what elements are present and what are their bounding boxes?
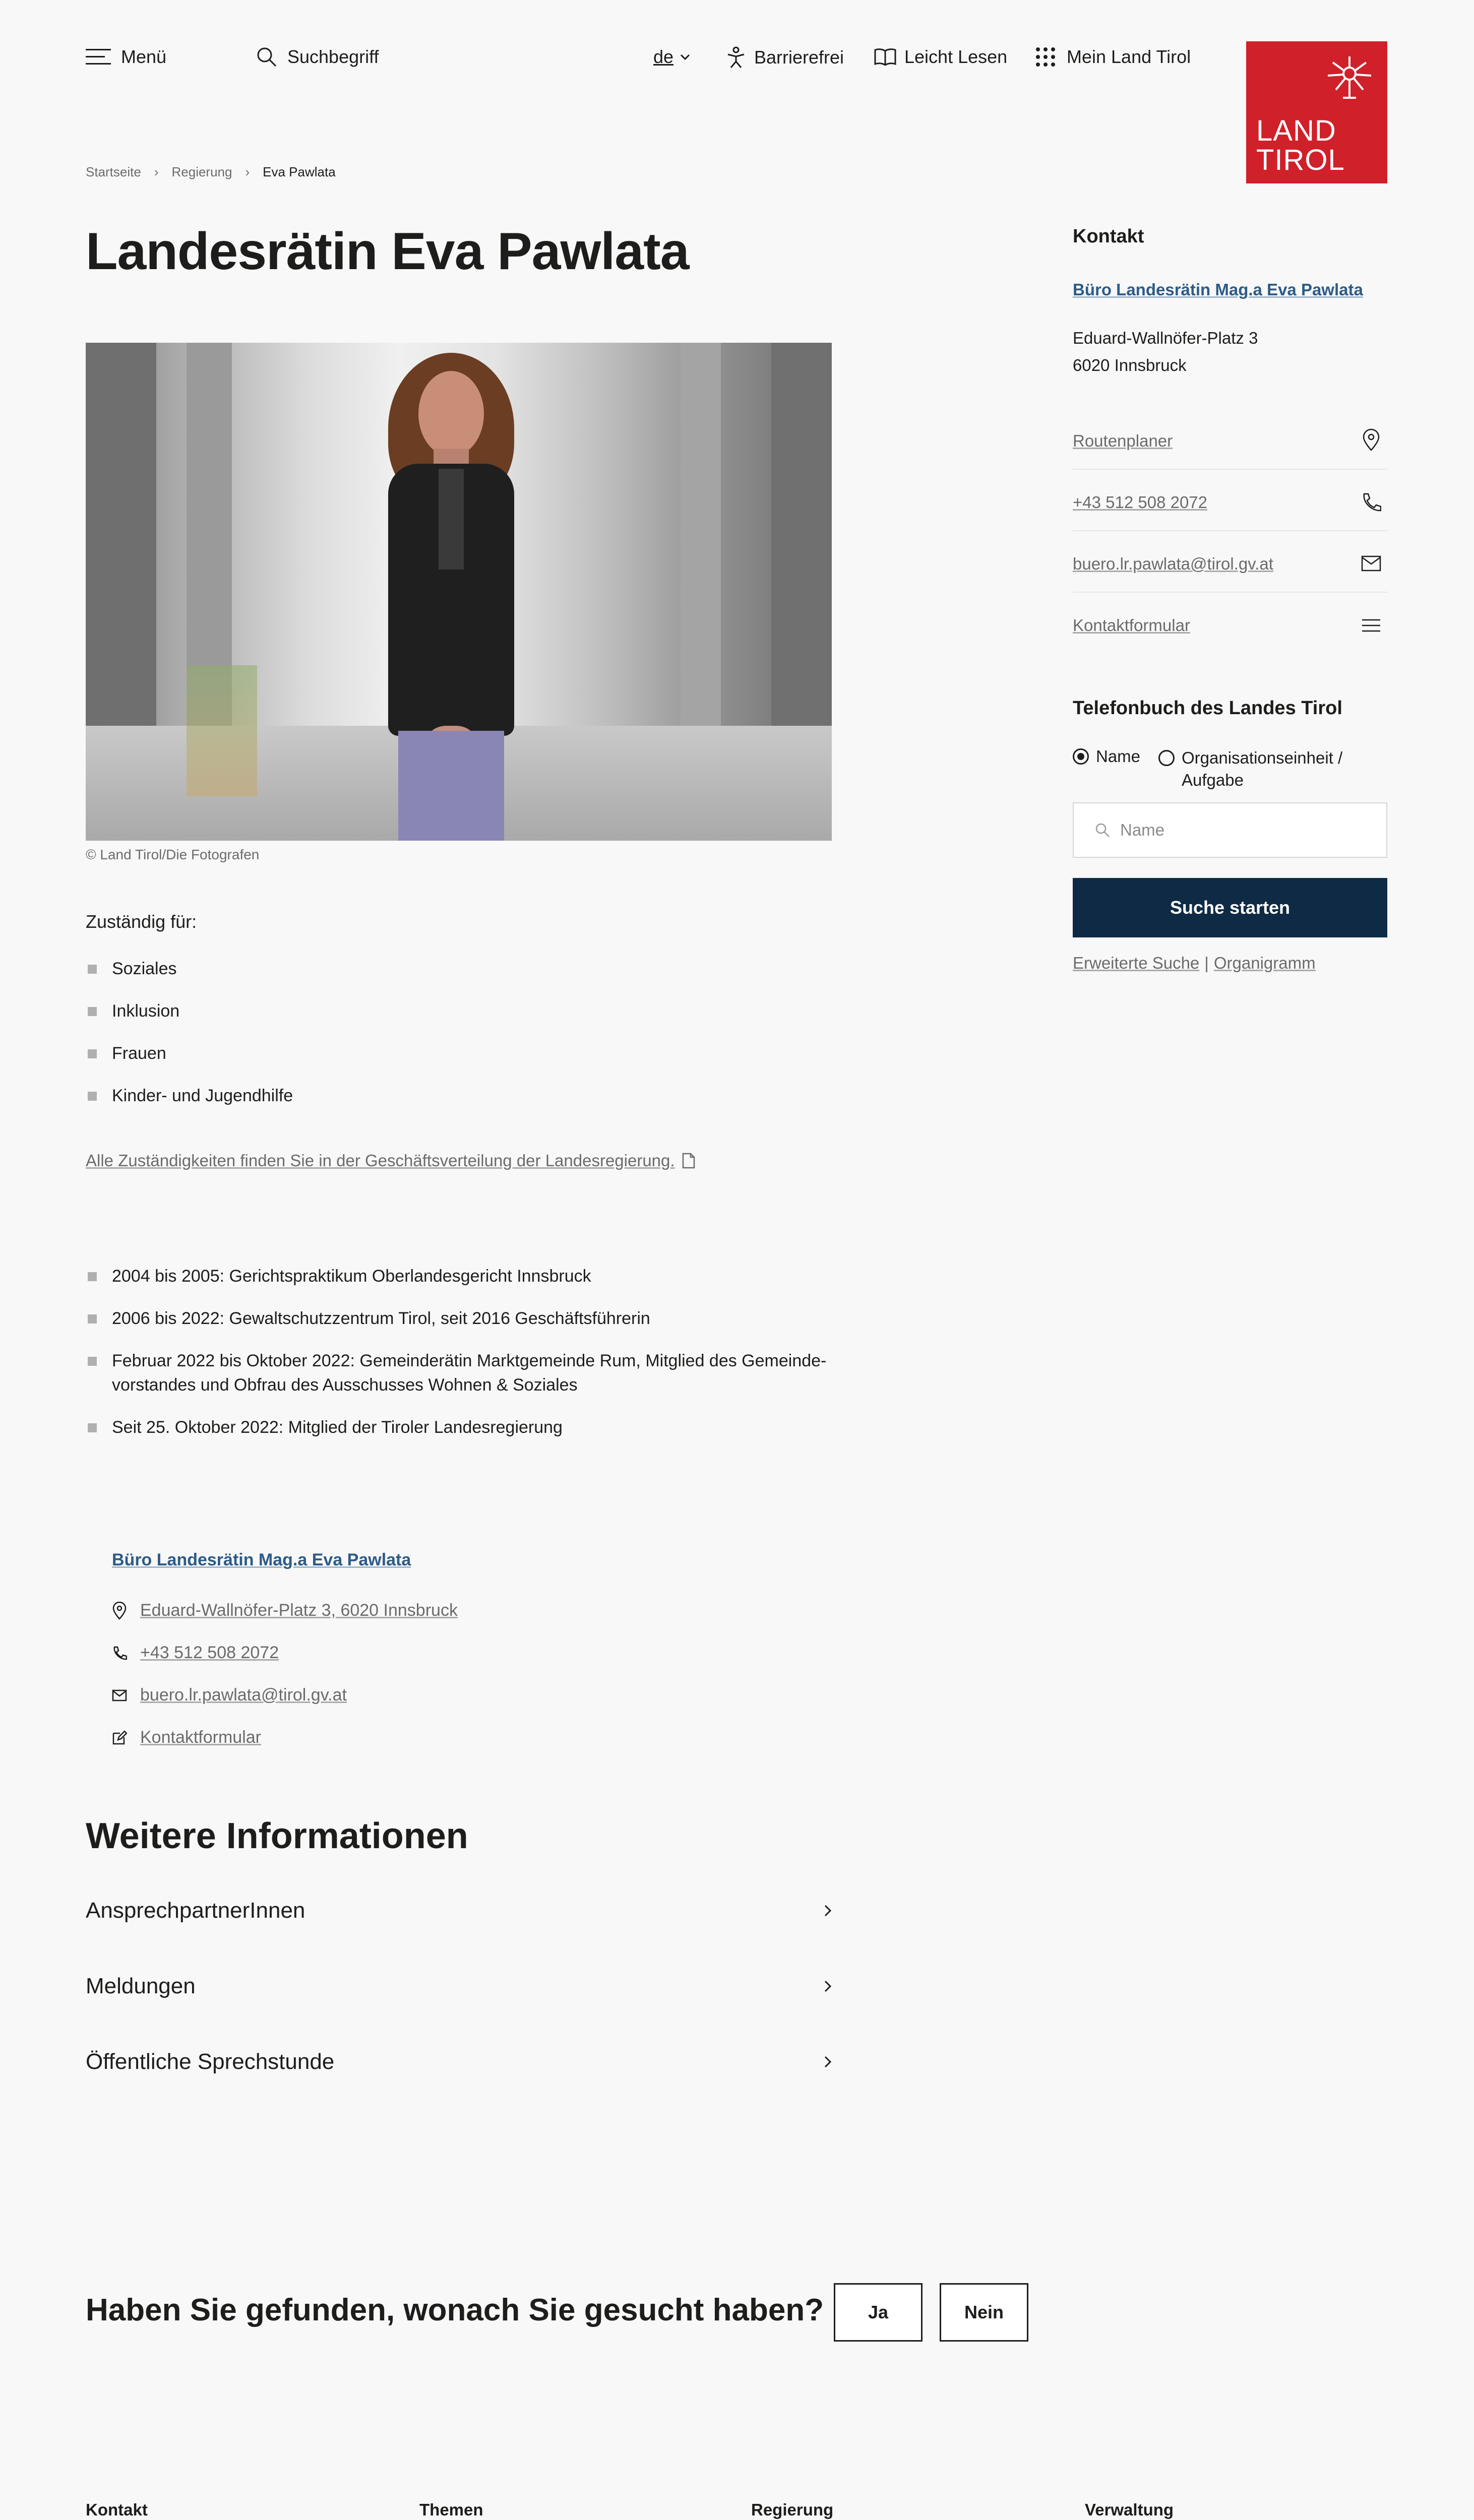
sidebar-route-link[interactable]: Routenplaner [1073,431,1173,450]
responsibilities-list [86,957,293,1126]
breadcrumb-item-current: Eva Pawlata [263,164,336,179]
radio-checked-icon [1073,748,1089,765]
feedback-no-button[interactable]: Nein [940,2283,1028,2342]
advanced-search-link[interactable]: Erweiterte Suche [1073,954,1200,972]
hamburger-icon [86,48,111,66]
breadcrumb [86,164,336,180]
chevron-right-icon [824,2055,832,2068]
contact-box-address-text: Eduard-Wallnöfer-Platz 3, 6020 Innsbruck [140,1601,458,1620]
more-info-heading: Weitere Informationen [86,1816,468,1856]
list-item: Kinder- und Jugendhilfe [86,1084,293,1108]
footer-column-government [751,2497,1054,2520]
logo-text-land: LAND [1256,114,1336,147]
eagle-icon [1322,52,1377,103]
search-placeholder: Name [1120,821,1165,839]
grid-icon [1035,47,1056,67]
link-separator: | [1204,954,1209,972]
radio-org-line: Aufgabe [1182,771,1244,789]
radio-name-label: Name [1096,747,1141,766]
career-line: vorstandes und Obfrau des Ausschusses Wohnen & Soziales [112,1375,578,1395]
mail-icon [1361,555,1383,578]
document-icon [682,1153,695,1169]
sidebar-office-link[interactable]: Büro Landesrätin Mag.a Eva Pawlata [1073,280,1363,299]
my-tirol-button[interactable] [1035,46,1191,68]
sidebar-contact-heading: Kontakt [1073,226,1144,247]
contact-box-email-text: buero.lr.pawlata@tirol.gv.at [140,1685,347,1705]
accordion-label: Meldungen [86,1974,196,1998]
accordion-label: Öffentliche Sprechstunde [86,2049,335,2074]
accessibility-label: Barrierefrei [754,47,844,68]
book-icon [874,48,896,66]
feedback-yes-button[interactable]: Ja [834,2283,923,2342]
all-responsibilities-text: Alle Zuständigkeiten finden Sie in der Geschäftsverteilung der Landesregierung. [86,1151,675,1170]
search-icon [256,46,277,68]
easy-read-label: Leicht Lesen [904,46,1008,67]
accessibility-button[interactable] [726,46,844,69]
sidebar-city: 6020 Innsbruck [1073,356,1187,374]
list-item: Inklusion [86,999,293,1023]
map-pin-icon [1361,428,1383,451]
portrait-photo [86,343,832,841]
easy-read-button[interactable] [874,46,1007,68]
org-chart-link[interactable]: Organigramm [1213,954,1316,972]
contact-box-form-text: Kontaktformular [140,1728,261,1747]
contact-box-phone-text: +43 512 508 2072 [140,1643,279,1662]
my-tirol-label: Mein Land Tirol [1067,46,1191,67]
sidebar-phone-link[interactable]: +43 512 508 2072 [1073,493,1208,512]
accordion-label: AnsprechpartnerInnen [86,1898,305,1923]
responsibilities-heading: Zuständig für: [86,911,197,932]
contact-box-phone[interactable] [112,1643,279,1663]
footer-heading: Verwaltung [1085,2500,1174,2519]
phone-icon [1361,492,1383,514]
career-list [86,1264,826,1458]
chevron-right-icon: › [154,164,159,179]
land-tirol-logo[interactable] [1246,41,1387,183]
phonebook-links [1073,954,1316,973]
mail-icon [112,1689,127,1702]
radio-unchecked-icon [1158,750,1175,766]
footer-column-administration [1085,2497,1387,2520]
sidebar-street: Eduard-Wallnöfer-Platz 3 [1073,329,1258,347]
contact-box-address[interactable] [112,1601,458,1620]
footer-heading: Themen [419,2500,483,2519]
list-item: Soziales [86,957,293,981]
menu-button[interactable] [86,46,166,68]
chevron-right-icon [824,1980,832,1993]
contact-box-email[interactable] [112,1685,347,1705]
divider [1073,469,1387,470]
phonebook-search-button[interactable]: Suche starten [1073,878,1387,937]
radio-org-line: Organisationseinheit / [1182,748,1343,767]
sidebar-form-link[interactable]: Kontaktformular [1073,616,1190,635]
accordion-office-hours[interactable] [86,2049,832,2074]
phone-icon [112,1646,127,1661]
page-title: Landesrätin Eva Pawlata [86,222,689,281]
breadcrumb-item-government[interactable]: Regierung [171,164,232,179]
edit-icon [112,1730,127,1745]
divider [1073,530,1387,531]
footer-heading: Kontakt [86,2500,148,2519]
radio-org-label [1182,747,1342,791]
phonebook-search-input[interactable] [1073,802,1387,858]
accordion-contacts[interactable] [86,1898,832,1923]
footer-column-contact [86,2497,388,2520]
feedback-question: Haben Sie gefunden, wonach Sie gesucht haben? [86,2293,824,2327]
accessibility-icon [726,46,746,69]
list-item: Frauen [86,1041,293,1065]
radio-name[interactable] [1073,747,1140,766]
accordion-news[interactable] [86,1974,832,1999]
logo-text-tirol: TIROL [1256,144,1345,176]
list-item [86,1349,826,1397]
language-value: de [653,46,674,67]
list-item: 2006 bis 2022: Gewaltschutzzentrum Tirol, seit 2016 Geschäftsführerin [86,1306,826,1331]
footer-column-topics [419,2497,722,2520]
divider [1073,592,1387,593]
chevron-down-icon [680,53,691,61]
footer-heading: Regierung [751,2500,834,2519]
contact-box-form[interactable] [112,1728,261,1747]
phonebook-heading: Telefonbuch des Landes Tirol [1073,698,1342,719]
career-line: Februar 2022 bis Oktober 2022: Gemeinderätin Marktgemeinde Rum, Mitglied des Gemeinde- [112,1351,827,1370]
search-icon [1095,823,1110,838]
list-item: Seit 25. Oktober 2022: Mitglied der Tiroler Landesregierung [86,1415,826,1439]
list-icon [1361,618,1383,640]
menu-label: Menü [121,46,167,67]
sidebar-email-link[interactable]: buero.lr.pawlata@tirol.gv.at [1073,554,1273,573]
language-select[interactable] [653,46,691,68]
search-button[interactable] [256,46,379,68]
search-label: Suchbegriff [287,46,379,67]
contact-box-title[interactable]: Büro Landesrätin Mag.a Eva Pawlata [112,1550,411,1569]
all-responsibilities-link[interactable] [86,1151,695,1170]
list-item: 2004 bis 2005: Gerichtspraktikum Oberlandesgericht Innsbruck [86,1264,826,1288]
photo-caption: © Land Tirol/Die Fotografen [86,847,260,862]
breadcrumb-item-home[interactable]: Startseite [86,164,141,179]
chevron-right-icon [824,1904,832,1917]
chevron-right-icon: › [245,164,250,179]
map-pin-icon [112,1602,127,1620]
radio-org[interactable] [1158,747,1342,791]
